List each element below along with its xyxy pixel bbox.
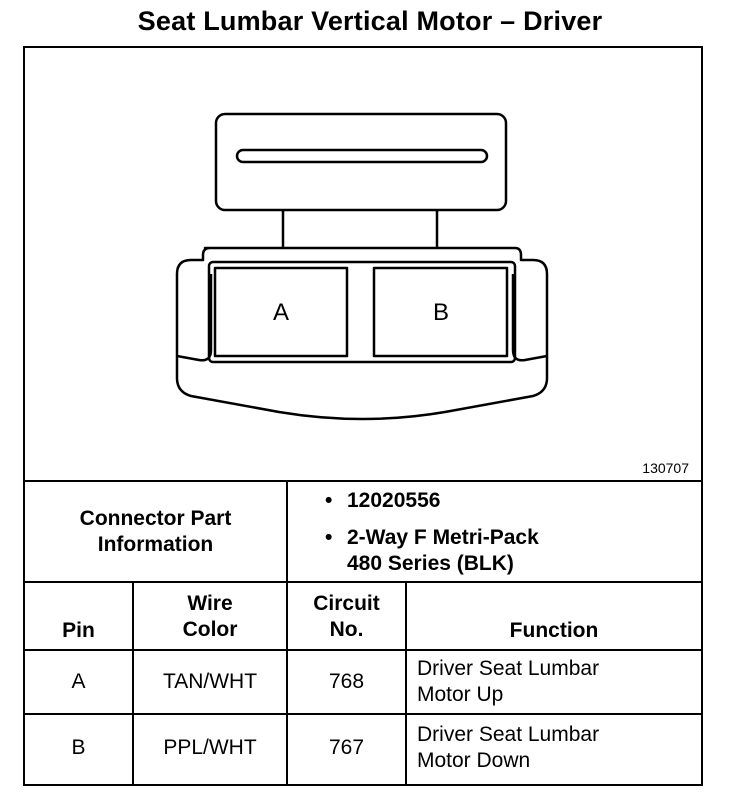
header-wire-color-line2: Color bbox=[182, 618, 238, 641]
header-wire-color bbox=[134, 588, 286, 646]
connector-part-number bbox=[325, 488, 440, 514]
connector-description bbox=[325, 525, 539, 577]
body-ledge bbox=[177, 274, 211, 360]
header-circuit-line2: No. bbox=[329, 618, 364, 641]
cavity-a-label: A bbox=[272, 299, 290, 326]
connector-info-label-line2: Information bbox=[97, 532, 214, 556]
bullet-icon: • bbox=[325, 489, 333, 512]
row-b-function bbox=[417, 715, 701, 781]
row-b-pin: B bbox=[71, 736, 86, 759]
cavity-b-label: B bbox=[432, 299, 450, 326]
connector-diagram bbox=[25, 48, 701, 482]
description-line1: 2-Way F Metri-Pack bbox=[347, 526, 539, 549]
divider-info bbox=[25, 581, 701, 583]
divider-col-circuit bbox=[405, 581, 407, 784]
connector-body bbox=[177, 248, 547, 419]
row-b-wire-color: PPL/WHT bbox=[163, 736, 257, 759]
body-ledge-right bbox=[513, 274, 547, 360]
row-a-pin: A bbox=[71, 670, 86, 693]
header-circuit bbox=[288, 588, 405, 646]
page-title: Seat Lumbar Vertical Motor – Driver bbox=[137, 6, 603, 36]
row-a-function bbox=[417, 651, 701, 713]
row-a-circuit: 768 bbox=[328, 670, 365, 693]
header-function: Function bbox=[509, 619, 599, 642]
row-b-function-line1: Driver Seat Lumbar bbox=[417, 723, 600, 746]
bullet-icon: • bbox=[325, 526, 333, 549]
figure-number: 130707 bbox=[642, 460, 689, 476]
header-wire-color-line1: Wire bbox=[187, 592, 233, 615]
row-b-function-line2: Motor Down bbox=[417, 749, 531, 772]
header-pin: Pin bbox=[62, 619, 95, 642]
row-b-circuit: 767 bbox=[328, 736, 365, 759]
connector-info-label bbox=[25, 482, 286, 581]
connector-info-label-line1: Connector Part bbox=[79, 506, 232, 530]
part-number-value: 12020556 bbox=[347, 489, 441, 512]
row-a-function-line2: Motor Up bbox=[417, 683, 504, 706]
latch-slot bbox=[237, 150, 487, 162]
connector-frame bbox=[23, 46, 703, 786]
header-circuit-line1: Circuit bbox=[313, 592, 380, 615]
description-line2: 480 Series (BLK) bbox=[347, 552, 514, 575]
cavity-frame bbox=[209, 262, 515, 362]
row-a-wire-color: TAN/WHT bbox=[162, 670, 258, 693]
row-a-function-line1: Driver Seat Lumbar bbox=[417, 657, 600, 680]
